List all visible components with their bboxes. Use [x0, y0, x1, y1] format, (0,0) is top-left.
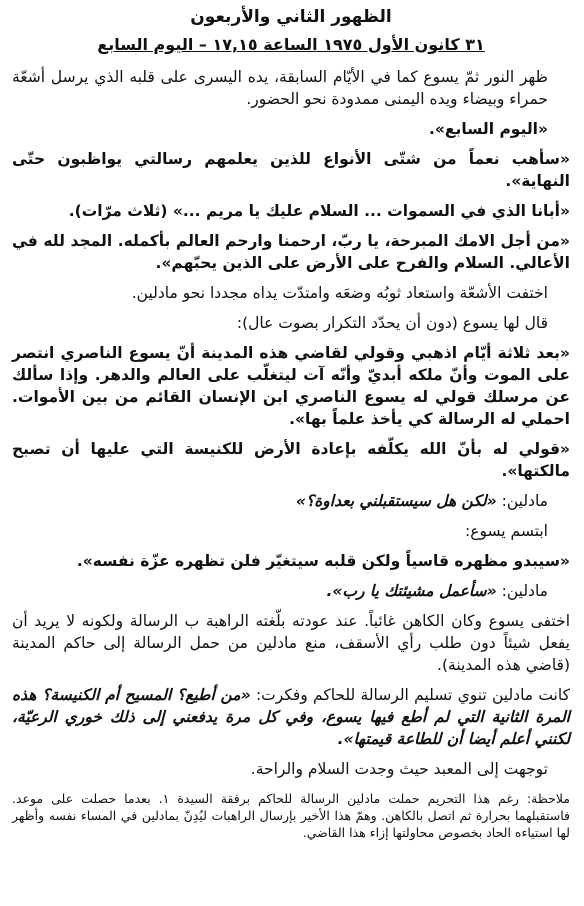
- paragraph-message-judge: «بعد ثلاثة أيّام اذهبي وقولي لقاضي هذه المدينة أنّ يسوع الناصري انتصر على الموت وأنّ ملكه أبديّ وأنّه آت ليتغلّب على العالم والدهر. وإذا سألك عن مرسلك قولي له يسوع الناصري ابن الإنسان القائم من بين الأموات. احملي له الرسالة كي يأخذ علماً بها».: [12, 344, 570, 428]
- paragraph-land-church: «قولي له بأنّ الله يكلّفه بإعادة الأرض للكنيسة التي عليها أن تصبح مالكتها».: [12, 440, 570, 480]
- paragraph-obedience: [12, 684, 570, 750]
- paragraph-temple: توجهت إلى المعبد حيث وجدت السلام والراحة.: [250, 760, 548, 778]
- paragraph-seventh-day: «اليوم السابع».: [429, 120, 548, 138]
- document-title: الظهور الثاني والأربعون: [190, 7, 392, 27]
- paragraph-prayers: «أبانا الذي في السموات ... السلام عليك يا مريم ...» (ثلاث مرّات).: [68, 202, 570, 220]
- paragraph-jesus-said: قال لها يسوع (دون أن يحدّد التكرار بصوت عال):: [236, 314, 548, 332]
- narration-text: كانت مادلين تنوي تسليم الرسالة للحاكم وفكرت:: [255, 686, 570, 704]
- speech-text: «لكن هل سيستقبلني بعداوة؟»: [295, 492, 497, 510]
- paragraph-rays-vanished: اختفت الأشعّة واستعاد ثوبُه وضعَه وامتدّت يداه مجددا نحو مادلين.: [131, 284, 548, 302]
- paragraph-jesus-smiled: ابتسم يسوع:: [465, 522, 548, 540]
- paragraph-graces: «سأهب نعماً من شتّى الأنواع للذين يعلمهم رسالتي يواظبون حتّى النهاية».: [12, 150, 570, 190]
- paragraph-stern-appearance: «سيبدو مظهره قاسياً ولكن قلبه سيتغيّر فلن تظهره عزّة نفسه».: [76, 552, 570, 570]
- paragraph-priest-absent: اختفى يسوع وكان الكاهن غائباً. عند عودته بلّغته الراهبة ب الرسالة ولكونه لا يريد أن يفعل شيئاً دون طلب رأي الأسقف، منع مادلين من حمل الرسالة إلى حاكم المدينة (قاضي هذه المدينة).: [12, 612, 570, 674]
- paragraph-apparition: ظهر النور ثمّ يسوع كما في الأيّام السابقة، يده اليسرى على قلبه الذي يرسل أشعّة حمراء وبيضاء ويده اليمنى ممدودة نحو الحضور.: [12, 68, 548, 108]
- thought-text: «من أطيع؟ المسيح أم الكنيسة؟ هذه المرة الثانية التي لم أطع فيها يسوع، وفي كل مرة يدفعني إلى ذلك خوري الرعيّة، لكنني أعلم أيضا أن للطاعة قيمتها».: [12, 686, 570, 748]
- paragraph-madeleine-will: [12, 580, 570, 602]
- speech-text: «سأعمل مشيئتك يا رب».: [326, 582, 497, 600]
- paragraph-mercy: «من أجل الامك المبرحة، يا ربّ، ارحمنا وارحم العالم بأكمله. المجد لله في الأعالي. السلام والفرح على الأرض على الذين يحبّهم».: [12, 232, 570, 272]
- footnote: ملاحظة: رغم هذا التحريم حملت مادلين الرسالة للحاكم برفقة السيدة ١. بعدما حصلت على موعد. فاستقبلهما بحرارة ثم اتصل بالكاهن. وهمّ هذا الأخير بإرسال الراهبات ليُدِنّ بمادلين في المساء نفسه وأظهر لها استياءه الحاد بخصوص محاولتها إزاء هذا القاضي.: [12, 791, 570, 840]
- speaker-label: مادلين:: [501, 582, 548, 600]
- paragraph-madeleine-question: [12, 490, 570, 512]
- speaker-label: مادلين:: [501, 492, 548, 510]
- date-line: ٣١ كانون الأول ١٩٧٥ الساعة ١٧,١٥ – اليوم السابع: [97, 35, 485, 54]
